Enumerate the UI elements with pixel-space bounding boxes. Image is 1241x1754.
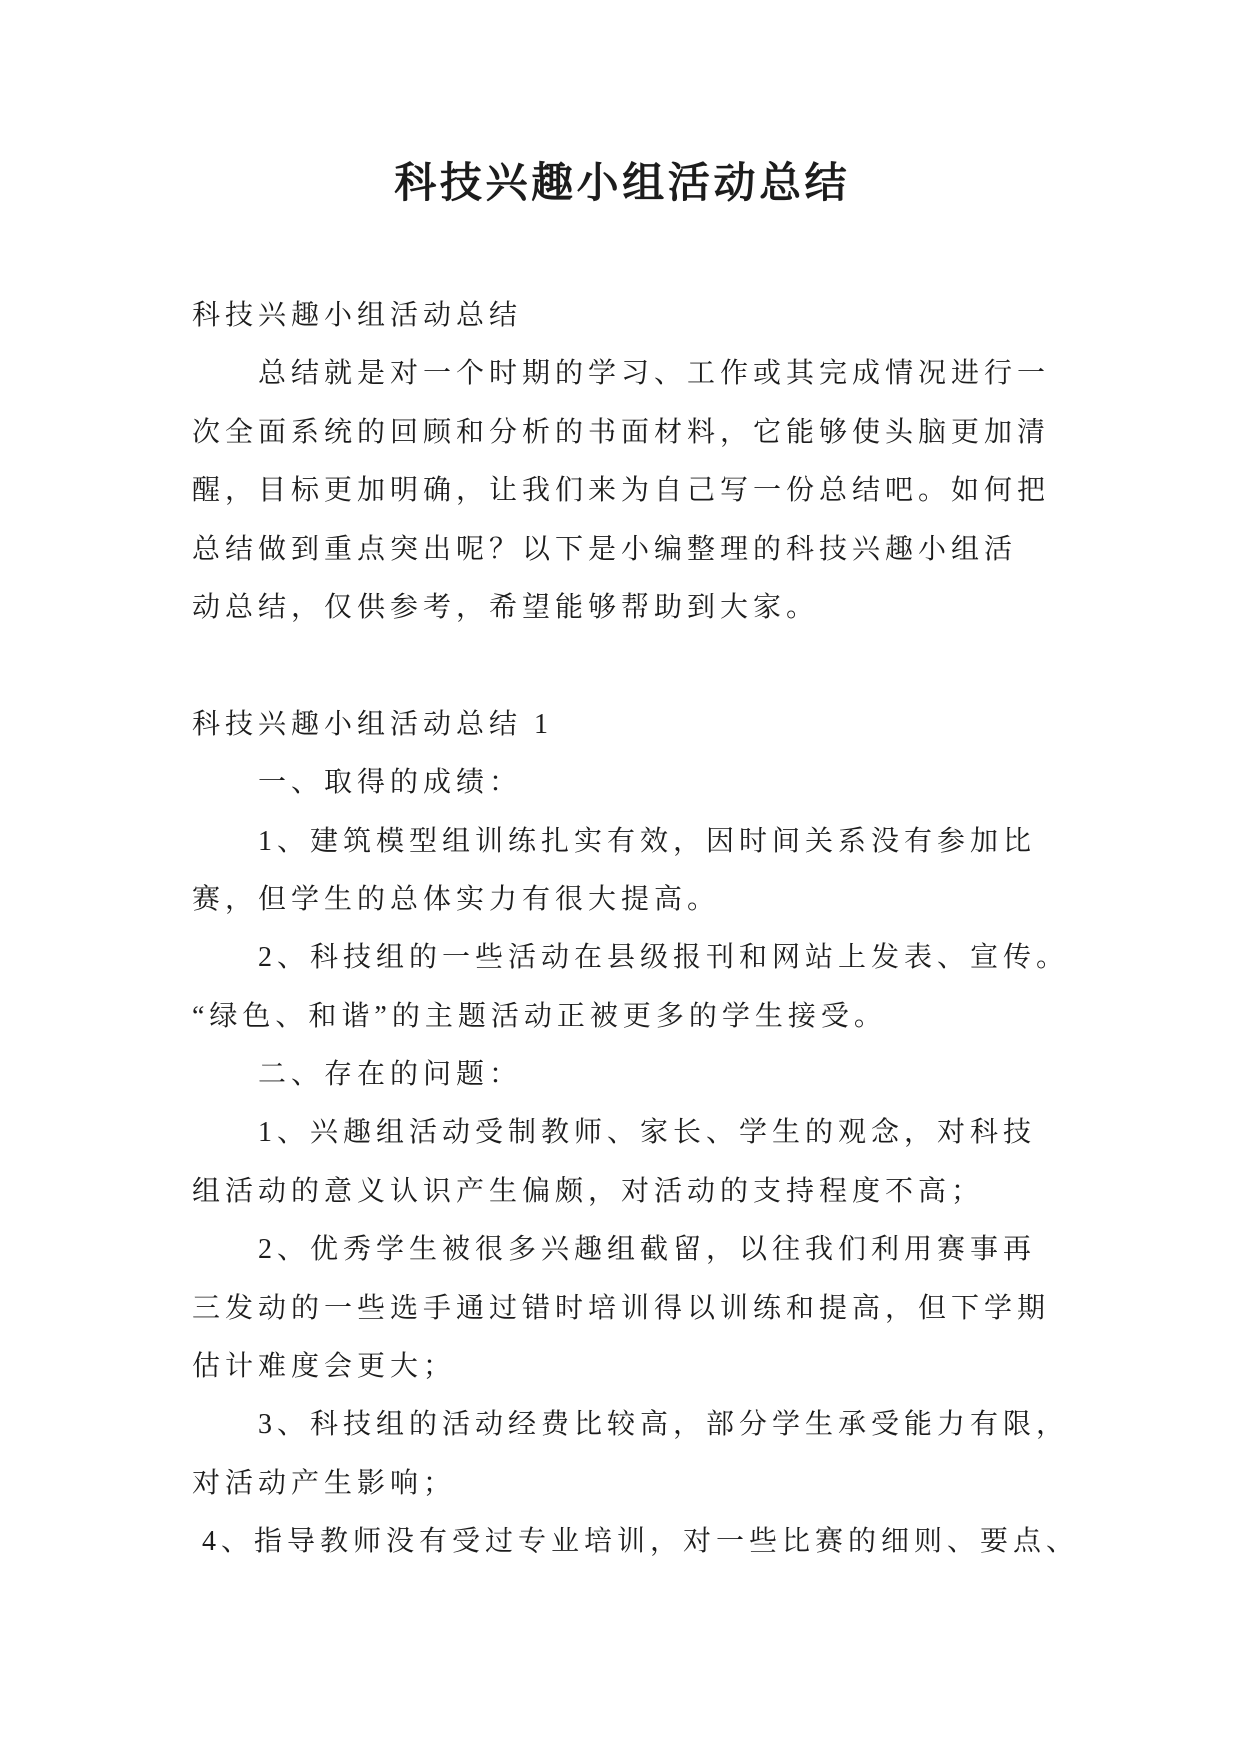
text-line: “绿色、和谐”的主题活动正被更多的学生接受。 (192, 1000, 887, 1032)
list-item (192, 1221, 1049, 1396)
list-item (192, 1513, 1080, 1571)
text-line: 对活动产生影响； (192, 1467, 457, 1499)
text-line: 总结就是对一个时期的学习、工作或其完成情况进行一 (258, 358, 1051, 390)
text-line: 醒，目标更加明确，让我们来为自己写一份总结吧。如何把 (192, 475, 1051, 507)
list-item (192, 813, 1049, 930)
list-item (192, 1396, 1070, 1513)
text-line: 估计难度会更大； (192, 1351, 457, 1383)
document-title: 科技兴趣小组活动总结 (394, 161, 851, 207)
text-line: 组活动的意义认识产生偏颇，对活动的支持程度不高； (192, 1175, 985, 1207)
text-line: 4、指导教师没有受过专业培训，对一些比赛的细则、要点、 (202, 1526, 1080, 1558)
document-body (192, 287, 1080, 1572)
subsection-heading-achievements: 一、取得的成绩： (258, 767, 523, 799)
text-line: 三发动的一些选手通过错时培训得以训练和提高，但下学期 (192, 1292, 1051, 1324)
text-line: 1、建筑模型组训练扎实有效，因时间关系没有参加比 (258, 825, 1037, 857)
intro-paragraph (192, 345, 1049, 637)
text-line: 次全面系统的回顾和分析的书面材料，它能够使头脑更加清 (192, 416, 1051, 448)
blank-line (192, 637, 1049, 695)
document-heading: 科技兴趣小组活动总结 (192, 300, 523, 331)
text-line: 2、优秀学生被很多兴趣组截留，以往我们利用赛事再 (258, 1234, 1037, 1266)
text-line: 赛，但学生的总体实力有很大提高。 (192, 883, 721, 915)
text-line: 总结做到重点突出呢？以下是小编整理的科技兴趣小组活 (192, 533, 1018, 565)
section-heading: 科技兴趣小组活动总结 1 (192, 708, 554, 740)
text-line: 2、科技组的一些活动在县级报刊和网站上发表、宣传。 (258, 942, 1070, 974)
list-item (192, 929, 1070, 1046)
subsection-heading-problems: 二、存在的问题： (258, 1059, 523, 1091)
list-item (192, 1104, 1049, 1221)
text-line: 1、兴趣组活动受制教师、家长、学生的观念，对科技 (258, 1117, 1037, 1149)
text-line: 3、科技组的活动经费比较高，部分学生承受能力有限， (258, 1409, 1070, 1441)
text-line: 动总结，仅供参考，希望能够帮助到大家。 (192, 591, 820, 623)
